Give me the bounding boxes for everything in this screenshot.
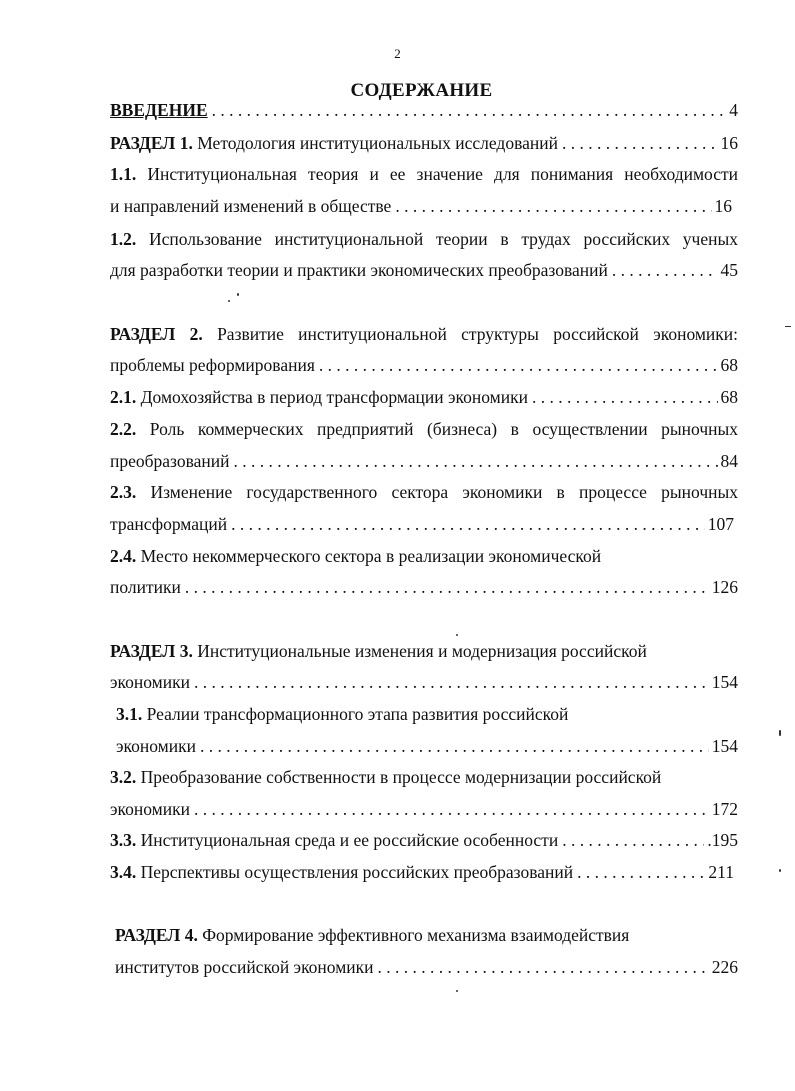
sub-2-4-number: 2.4. (110, 546, 137, 566)
toc-entry-1-2[interactable] (110, 228, 738, 250)
scan-speck (237, 293, 239, 296)
toc-entry-2-3[interactable] (110, 481, 738, 503)
section-3-line2: экономики (110, 672, 190, 692)
toc-entry-1-1[interactable] (110, 163, 738, 185)
leader-dots (185, 576, 709, 598)
sub-3-2-number: 3.2. (110, 767, 137, 787)
toc-entry-3-4[interactable] (110, 861, 734, 883)
scan-speck (785, 326, 791, 327)
scan-speck (456, 990, 458, 992)
toc-entry-3-2-cont[interactable] (110, 798, 738, 820)
sub-2-3-line1: Изменение государственного сектора экономики в процессе рыночных (150, 482, 738, 502)
leader-dots (319, 354, 718, 376)
sub-3-2-line2: экономики (110, 799, 190, 819)
toc-entry-section-4[interactable] (115, 924, 738, 946)
sub-2-2-number: 2.2. (110, 419, 137, 439)
toc-entry-intro[interactable] (110, 99, 738, 121)
sub-1-2-page: 45 (720, 260, 738, 280)
sub-3-4-page: 211 (708, 862, 734, 882)
toc-entry-2-1[interactable] (110, 386, 738, 408)
section-4-line1: Формирование эффективного механизма взаимодействия (202, 925, 630, 945)
leader-dots (200, 735, 709, 757)
section-4-number: РАЗДЕЛ 4. (115, 925, 198, 945)
section-1-page: 16 (720, 133, 738, 153)
sub-1-1-line2: и направлений изменений в обществе (110, 196, 392, 216)
leader-dots (395, 195, 711, 217)
page-title: СОДЕРЖАНИЕ (350, 80, 493, 101)
scan-speck (779, 869, 781, 872)
toc-entry-2-4-cont[interactable] (110, 576, 738, 598)
section-3-page: 154 (711, 672, 738, 692)
sub-2-3-page: 107 (707, 514, 734, 534)
sub-3-3-title: Институциональная среда и ее российские особенности (140, 830, 559, 850)
toc-entry-2-2-cont[interactable] (110, 450, 738, 472)
scan-speck (228, 300, 230, 302)
section-1-number: РАЗДЕЛ 1. (110, 133, 193, 153)
sub-2-2-line2: преобразований (110, 451, 230, 471)
toc-entry-section-3-cont[interactable] (110, 671, 738, 693)
toc-entry-2-2[interactable] (110, 418, 738, 440)
sub-2-4-line2: политики (110, 577, 181, 597)
sub-1-1-number: 1.1. (110, 164, 137, 184)
scan-speck (456, 634, 458, 636)
sub-2-3-number: 2.3. (110, 482, 137, 502)
page-number: 2 (394, 46, 401, 61)
leader-dots (234, 450, 718, 472)
section-2-line2: проблемы реформирования (110, 355, 315, 375)
toc-entry-section-2[interactable] (110, 323, 738, 345)
intro-page: 4 (729, 100, 738, 120)
toc-entry-section-1[interactable] (110, 132, 738, 154)
sub-3-1-number: 3.1. (116, 704, 143, 724)
sub-2-4-page: 126 (711, 577, 738, 597)
sub-3-3-number: 3.3. (110, 830, 137, 850)
sub-3-2-line1: Преобразование собственности в процессе модернизации российской (140, 767, 662, 787)
sub-3-1-page: 154 (711, 736, 738, 756)
sub-1-1-page: 16 (714, 196, 732, 216)
sub-1-2-number: 1.2. (110, 229, 137, 249)
sub-3-2-page: 172 (711, 799, 738, 819)
toc-entry-3-2[interactable] (110, 766, 738, 788)
sub-3-4-title: Перспективы осуществления российских преобразований (140, 862, 574, 882)
scan-speck (779, 730, 781, 736)
sub-2-1-number: 2.1. (110, 387, 137, 407)
sub-2-3-line2: трансформаций (110, 514, 228, 534)
leader-dots (562, 132, 718, 154)
section-1-title: Методология институциональных исследований (197, 133, 558, 153)
toc-entry-section-3[interactable] (110, 640, 738, 662)
leader-dots (532, 386, 718, 408)
sub-3-1-line2: экономики (116, 736, 196, 756)
section-4-line2: институтов российской экономики (115, 957, 374, 977)
sub-2-1-page: 68 (720, 387, 738, 407)
section-3-number: РАЗДЕЛ 3. (110, 641, 193, 661)
toc-entry-3-1-cont[interactable] (116, 735, 738, 757)
toc-entry-section-2-cont[interactable] (110, 354, 738, 376)
leader-dots (612, 259, 718, 281)
sub-2-2-page: 84 (720, 451, 738, 471)
leader-dots (231, 513, 705, 535)
toc-entry-3-3[interactable] (110, 829, 738, 851)
leader-dots (562, 829, 704, 851)
leader-dots (212, 99, 727, 121)
leader-dots (577, 861, 705, 883)
toc-entry-section-4-cont[interactable] (115, 956, 738, 978)
toc-entry-1-1-cont[interactable] (110, 195, 732, 217)
toc-entry-2-3-cont[interactable] (110, 513, 734, 535)
section-2-line1: Развитие институциональной структуры российской экономики: (217, 324, 739, 344)
sub-2-2-line1: Роль коммерческих предприятий (бизнеса) в осуществлении рыночных (149, 419, 739, 439)
leader-dots (194, 798, 709, 820)
toc-entry-3-1[interactable] (116, 703, 738, 725)
sub-2-4-line1: Место некоммерческого сектора в реализации экономической (140, 546, 602, 566)
sub-3-3-page: .195 (707, 830, 738, 850)
sub-1-2-line2: для разработки теории и практики экономических преобразований (110, 260, 608, 280)
section-4-page: 226 (711, 957, 738, 977)
section-2-page: 68 (720, 355, 738, 375)
leader-dots (194, 671, 709, 693)
intro-label: ВВЕДЕНИЕ (110, 100, 208, 120)
section-3-line1: Институциональные изменения и модернизация российской (197, 641, 647, 661)
sub-1-1-line1: Институциональная теория и ее значение для понимания необходимости (147, 164, 739, 184)
sub-2-1-title: Домохозяйства в период трансформации экономики (140, 387, 528, 407)
leader-dots (378, 956, 709, 978)
sub-3-1-line1: Реалии трансформационного этапа развития российской (146, 704, 569, 724)
toc-entry-1-2-cont[interactable] (110, 259, 738, 281)
toc-entry-2-4[interactable] (110, 545, 738, 567)
section-2-number: РАЗДЕЛ 2. (110, 324, 203, 344)
sub-1-2-line1: Использование институциональной теории в трудах российских ученых (148, 229, 738, 249)
sub-3-4-number: 3.4. (110, 862, 137, 882)
